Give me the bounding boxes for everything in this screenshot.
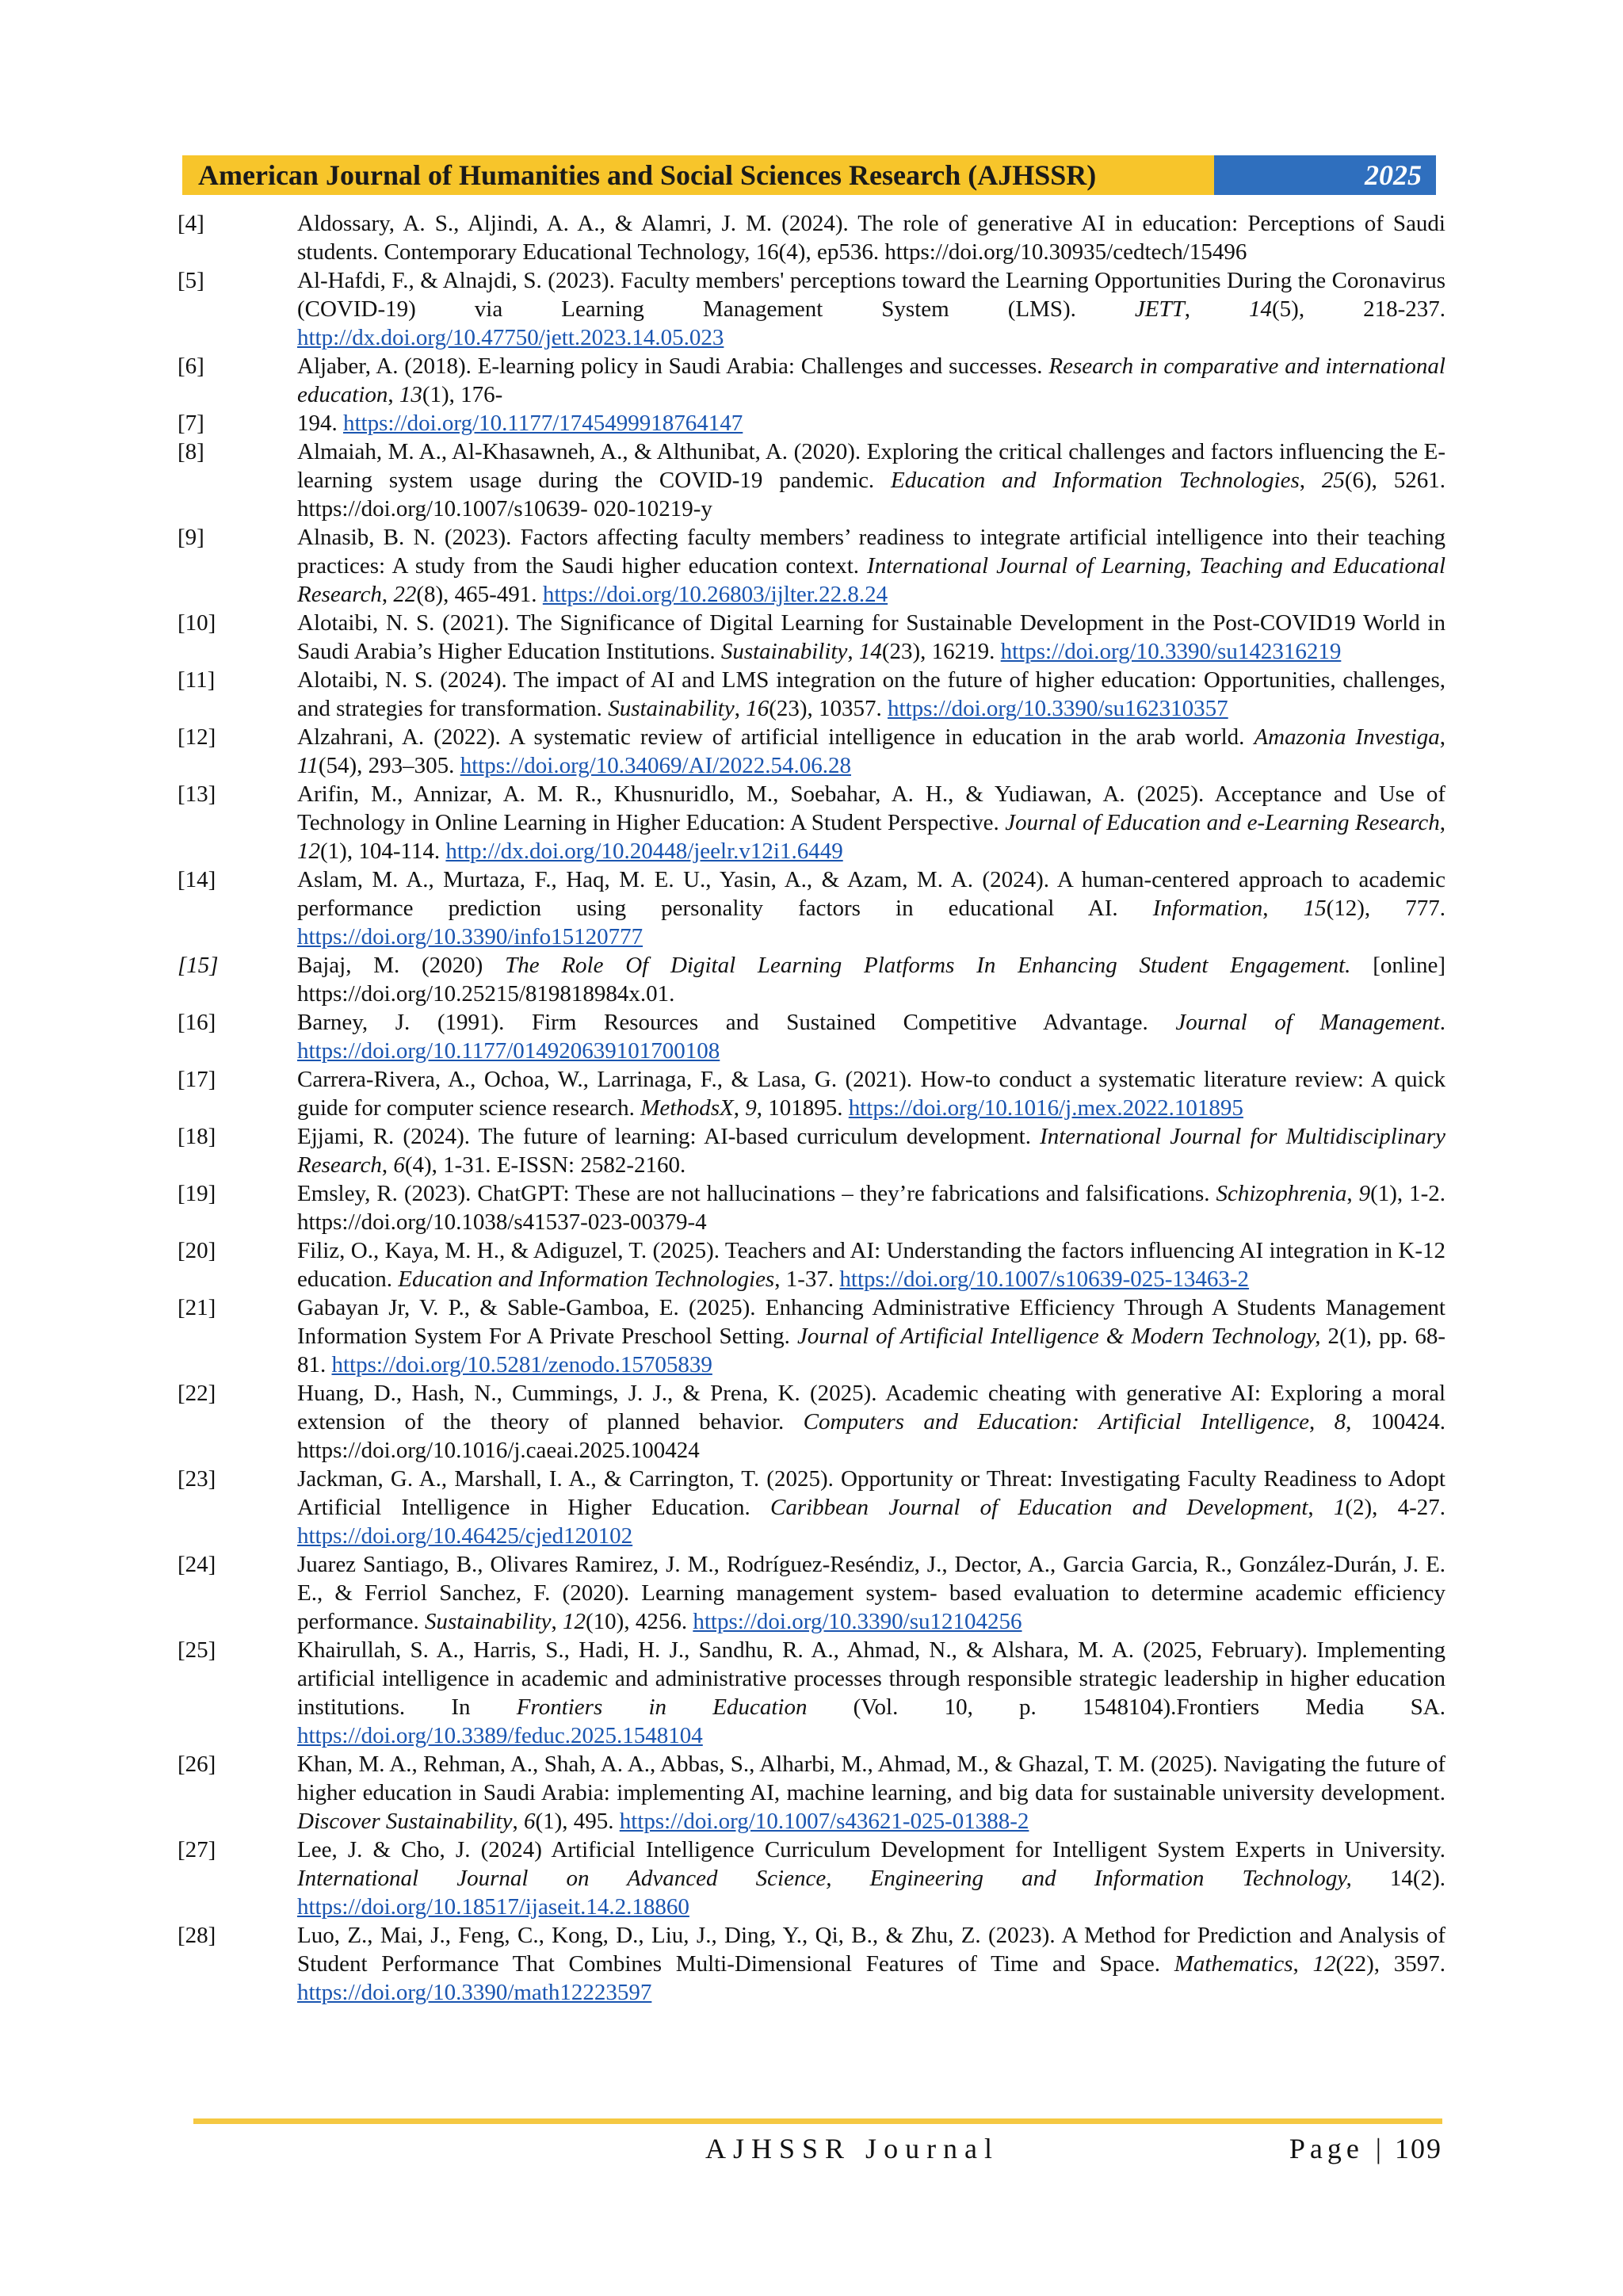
reference-italic-text: Education and Information Technologies [398,1266,775,1292]
reference-text-segment: (22), 3597. [1335,1951,1445,1977]
reference-italic-text: Research in comparative and international education [297,353,1445,407]
reference-text [297,1836,1445,1921]
reference-entry [178,409,1445,437]
reference-text-segment: Al-Hafdi, F., & Alnajdi, S. (2023). Faculty members' perceptions toward the Learning Opportunities During the Coronavirus (COVID-19) via Learning Management System (LMS). [297,268,1445,322]
reference-text-segment: , [512,1809,524,1834]
reference-text-segment: , [1346,1181,1359,1206]
reference-doi-link[interactable]: https://doi.org/10.1177/1745499918764147 [343,411,743,436]
reference-entry [178,723,1445,780]
reference-text [297,437,1445,523]
reference-italic-text: Amazonia Investiga [1254,724,1440,750]
reference-text-segment: (23), 16219. [881,639,1001,664]
reference-entry [178,609,1445,666]
reference-italic-text: JETT [1134,296,1185,322]
reference-number: [12] [178,724,216,750]
reference-text [297,1293,1445,1379]
reference-number: [4] [178,211,204,236]
reference-italic-text: 15 [1303,896,1327,921]
reference-text [297,523,1445,609]
reference-text [297,609,1445,666]
reference-text-segment: (Vol. 10, p. 1548104).Frontiers Media SA. [807,1694,1445,1720]
reference-text-segment: , [551,1609,563,1634]
reference-italic-text: 14 [1249,296,1273,322]
reference-number: [26] [178,1752,216,1777]
reference-text-segment: , 101895. [756,1095,849,1121]
reference-text-segment: Huang, D., Hash, N., Cummings, J. J., & Prena, K. (2025). Academic cheating with generative AI: Exploring a moral extension of the theory of planned behavior. [297,1381,1445,1435]
reference-number: [10] [178,610,216,636]
reference-text [297,1236,1445,1293]
reference-entry [178,1122,1445,1179]
reference-text-segment: 14(2). [1351,1866,1445,1891]
reference-italic-text: 1 [1333,1495,1346,1520]
reference-number: [23] [178,1466,216,1492]
reference-doi-link[interactable]: https://doi.org/10.46425/cjed120102 [297,1523,633,1549]
reference-text [297,1636,1445,1750]
reference-text [297,266,1445,352]
reference-italic-text: 8 [1334,1409,1346,1435]
publication-year: 2025 [1214,155,1436,195]
reference-entry [178,1065,1445,1122]
reference-text-segment: (1), 176- [422,382,503,407]
reference-italic-text: 12 [297,839,320,864]
reference-text-segment: Arifin, M., Annizar, A. M. R., Khusnuridlo, M., Soebahar, A. H., & Yudiawan, A. (2025). Acceptance and Use of Technology in Online Learning in Higher Education: A Student Perspective. [297,781,1445,835]
reference-doi-link[interactable]: https://doi.org/10.1007/s10639-025-13463-2 [839,1266,1250,1292]
reference-text-segment: (1), 1-2. https://doi.org/10.1038/s41537-023-00379-4 [297,1181,1445,1235]
reference-text-segment: , 1-37. [774,1266,840,1292]
reference-text [297,865,1445,951]
reference-doi-link[interactable]: https://doi.org/10.34069/AI/2022.54.06.28 [460,753,851,778]
reference-text-segment: , [381,1152,394,1178]
reference-text [297,1750,1445,1836]
reference-italic-text: Sustainability [720,639,848,664]
reference-text-segment: [online] https://doi.org/10.25215/819818984x.01. [297,953,1445,1007]
reference-entry [178,1836,1445,1921]
reference-number: [17] [178,1067,216,1092]
reference-italic-text: Mathematics [1174,1951,1293,1977]
reference-entry [178,1750,1445,1836]
reference-number: [7] [178,411,204,436]
reference-number: [5] [178,268,204,293]
reference-entry [178,1236,1445,1293]
reference-italic-text: International Journal for Multidisciplinary Research [297,1124,1445,1178]
reference-entry [178,666,1445,723]
footer-journal-name: AJHSSR Journal [705,2133,1000,2164]
reference-text-segment: Alzahrani, A. (2022). A systematic review of artificial intelligence in education in the arab world. [297,724,1254,750]
reference-text-segment: Ejjami, R. (2024). The future of learning: AI-based curriculum development. [297,1124,1041,1149]
reference-entry [178,951,1445,1008]
reference-text-segment: , [1439,810,1445,835]
reference-entry [178,209,1445,266]
reference-text-segment: , [733,1095,746,1121]
reference-italic-text: The Role Of Digital Learning Platforms In Enhancing Student Engagement. [505,953,1351,978]
reference-list [178,209,1445,2007]
reference-text-segment: (1), 104-114. [320,839,446,864]
reference-italic-text: 14 [858,639,882,664]
reference-number: [18] [178,1124,216,1149]
reference-doi-link[interactable]: https://doi.org/10.3390/math12223597 [297,1980,652,2005]
reference-doi-link[interactable]: https://doi.org/10.1016/j.mex.2022.101895 [848,1095,1243,1121]
reference-text-segment: Luo, Z., Mai, J., Feng, C., Kong, D., Liu, J., Ding, Y., Qi, B., & Zhu, Z. (2023). A Method for Prediction and Analysis of Student Performance That Combines Multi-Dimensional Features of Time and Space. [297,1923,1445,1977]
reference-text-segment: Aljaber, A. (2018). E-learning policy in Saudi Arabia: Challenges and successes. [297,353,1049,379]
reference-italic-text: Journal of Education and e-Learning Research [1005,810,1440,835]
reference-text-segment: 194. [297,411,343,436]
reference-text [297,1008,1445,1065]
reference-number: [15] [178,953,219,978]
reference-text-segment: , [1308,1495,1334,1520]
reference-text-segment: (8), 465-491. [416,582,543,607]
reference-italic-text: Information [1152,896,1263,921]
reference-text-segment: Aslam, M. A., Murtaza, F., Haq, M. E. U., Yasin, A., & Azam, M. A. (2024). A human-centered approach to academic performance prediction using personality factors in educational AI. [297,867,1445,921]
reference-text-segment: (1), 495. [535,1809,620,1834]
journal-header-bar [182,155,1436,195]
reference-entry [178,1179,1445,1236]
reference-doi-link[interactable]: https://doi.org/10.3390/su142316219 [1000,639,1342,664]
reference-italic-text: Frontiers in Education [516,1694,808,1720]
reference-italic-text: Journal of Artificial Intelligence & Modern Technology, [796,1324,1321,1349]
reference-doi-link[interactable]: https://doi.org/10.1007/s43621-025-01388-2 [619,1809,1029,1834]
footer-rule [193,2118,1442,2124]
reference-text-segment: Aldossary, A. S., Aljindi, A. A., & Alamri, J. M. (2024). The role of generative AI in education: Perceptions of Saudi students. Contemporary Educational Technology, 16(4), ep536. https://doi.org/10.30935/cedtech/15496 [297,211,1445,265]
reference-doi-link[interactable]: https://doi.org/10.3389/feduc.2025.1548104 [297,1723,703,1748]
reference-text-segment: 2(1), pp. 68-81. [297,1324,1445,1377]
reference-entry [178,1550,1445,1636]
reference-text-segment: Alotaibi, N. S. (2021). The Significance of Digital Learning for Sustainable Development in the Post-COVID19 World in Saudi Arabia’s Higher Education Institutions. [297,610,1445,664]
reference-text [297,209,1445,266]
reference-entry [178,266,1445,352]
reference-italic-text: 12 [563,1609,586,1634]
reference-number: [6] [178,353,204,379]
page-number: 109 [1395,2133,1442,2164]
reference-text [297,352,1445,409]
reference-text [297,1921,1445,2007]
reference-entry [178,1636,1445,1750]
reference-doi-link[interactable]: https://doi.org/10.3390/info15120777 [297,924,643,949]
reference-number: [25] [178,1637,216,1663]
reference-text-segment: Filiz, O., Kaya, M. H., & Adiguzel, T. (2025). Teachers and AI: Understanding the factors influencing AI integration in K-12 education. [297,1238,1445,1292]
reference-italic-text: 6 [523,1809,536,1834]
reference-entry [178,1921,1445,2007]
reference-text-segment: (2), 4-27. [1345,1495,1445,1520]
reference-text-segment: (12), 777. [1326,896,1445,921]
reference-doi-link[interactable]: https://doi.org/10.3390/su162310357 [888,696,1228,721]
reference-number: [28] [178,1923,216,1948]
reference-text-segment: (4), 1-31. E-ISSN: 2582-2160. [404,1152,686,1178]
reference-text-segment: Alnasib, B. N. (2023). Factors affecting faculty members’ readiness to integrate artificial intelligence into their teaching practices: A study from the Saudi higher education context. [297,525,1445,579]
page-label: Page | [1289,2133,1386,2164]
reference-entry [178,865,1445,951]
reference-text-segment: Bajaj, M. (2020) [297,953,506,978]
reference-italic-text: 6 [393,1152,405,1178]
reference-entry [178,352,1445,409]
reference-entry [178,1293,1445,1379]
reference-text-segment: Jackman, G. A., Marshall, I. A., & Carrington, T. (2025). Opportunity or Threat: Investigating Faculty Readiness to Adopt Artificial Intelligence in Higher Education. [297,1466,1445,1520]
reference-text-segment: Alotaibi, N. S. (2024). The impact of AI and LMS integration on the future of higher education: Opportunities, challenges, and strategies for transformation. [297,667,1445,721]
reference-text [297,1465,1445,1550]
reference-text-segment: (23), 10357. [769,696,888,721]
reference-text-segment: (54), 293–305. [318,753,460,778]
reference-italic-text: 25 [1321,468,1345,493]
reference-text-segment: (10), 4256. [586,1609,693,1634]
reference-italic-text: Education and Information Technologies [891,468,1300,493]
reference-entry [178,523,1445,609]
reference-italic-text: 11 [297,753,319,778]
reference-text-segment: , [1299,468,1322,493]
reference-doi-link[interactable]: https://doi.org/10.1177/014920639101700108 [297,1038,720,1064]
reference-italic-text: 9 [745,1095,757,1121]
reference-italic-text: Sustainability [608,696,735,721]
reference-text-segment: , [388,382,399,407]
reference-italic-text: 16 [746,696,769,721]
reference-text-segment: Emsley, R. (2023). ChatGPT: These are not hallucinations – they’re fabrications and falsifications. [297,1181,1216,1206]
reference-text [297,1379,1445,1465]
reference-text-segment: Gabayan Jr, V. P., & Sable-Gamboa, E. (2025). Enhancing Administrative Efficiency Through A Students Management Information System For A Private Preschool Setting. [297,1295,1445,1349]
reference-number: [22] [178,1381,216,1406]
reference-italic-text: International Journal on Advanced Science, Engineering and Information Technology, [297,1866,1352,1891]
reference-number: [8] [178,439,204,464]
reference-text-segment: , [734,696,747,721]
reference-text-segment: , [1184,296,1250,322]
reference-entry [178,780,1445,865]
reference-italic-text: Schizophrenia [1216,1181,1347,1206]
reference-entry [178,1008,1445,1065]
reference-text-segment: Barney, J. (1991). Firm Resources and Sustained Competitive Advantage. [297,1010,1176,1035]
reference-doi-link[interactable]: https://doi.org/10.26803/ijlter.22.8.24 [542,582,888,607]
reference-doi-link[interactable]: https://doi.org/10.18517/ijaseit.14.2.18860 [297,1894,689,1920]
reference-doi-link[interactable]: https://doi.org/10.5281/zenodo.15705839 [331,1352,712,1377]
reference-number: [19] [178,1181,216,1206]
reference-number: [13] [178,781,216,807]
reference-number: [16] [178,1010,216,1035]
reference-doi-link[interactable]: http://dx.doi.org/10.20448/jeelr.v12i1.6449 [445,839,843,864]
reference-text-segment: (6), 5261. https://doi.org/10.1007/s10639- 020-10219-y [297,468,1445,521]
reference-text-segment: , [381,582,394,607]
reference-text [297,1122,1445,1179]
reference-entry [178,437,1445,523]
reference-text [297,1065,1445,1122]
reference-text-segment: Lee, J. & Cho, J. (2024) Artificial Intelligence Curriculum Development for Intelligent System Experts in University. [297,1837,1445,1862]
reference-italic-text: Journal of Management [1175,1010,1440,1035]
reference-number: [27] [178,1837,216,1862]
reference-text-segment: Juarez Santiago, B., Olivares Ramirez, J. M., Rodríguez-Reséndiz, J., Dector, A., Garcia Garcia, R., González-Durán, J. E. E., & Ferriol Sanchez, F. (2020). Learning management system- based evaluation to determine academic efficiency performance. [297,1552,1445,1634]
reference-entry [178,1379,1445,1465]
reference-number: [20] [178,1238,216,1263]
reference-text [297,951,1445,1008]
reference-text-segment: Khairullah, S. A., Harris, S., Hadi, H. J., Sandhu, R. A., Ahmad, N., & Alshara, M. A. (2025, February). Implementing artificial intelligence in academic and administrative processes through responsible strategic leadership in higher education institutions. In [297,1637,1445,1720]
reference-number: [21] [178,1295,216,1320]
reference-italic-text: International Journal of Learning, Teaching and Educational Research [297,553,1445,607]
reference-italic-text: 22 [393,582,417,607]
reference-text-segment: , 100424. https://doi.org/10.1016/j.caeai.2025.100424 [297,1409,1446,1463]
reference-number: [11] [178,667,216,693]
reference-text-segment: Carrera-Rivera, A., Ochoa, W., Larrinaga, F., & Lasa, G. (2021). How-to conduct a systematic literature review: A quick guide for computer science research. [297,1067,1445,1121]
reference-text [297,723,1445,780]
reference-entry [178,1465,1445,1550]
reference-text-segment: . [1439,1010,1446,1035]
reference-text [297,409,1445,437]
reference-number: [14] [178,867,216,892]
reference-doi-link[interactable]: http://dx.doi.org/10.47750/jett.2023.14.05.023 [297,325,724,350]
reference-italic-text: Sustainability [425,1609,552,1634]
reference-text-segment: Almaiah, M. A., Al-Khasawneh, A., & Althunibat, A. (2020). Exploring the critical challenges and factors influencing the E-learning system usage during the COVID-19 pandemic. [297,439,1445,493]
journal-title: American Journal of Humanities and Social Sciences Research (AJHSSR) [182,155,1214,195]
reference-text-segment: , [1262,896,1304,921]
reference-text-segment: (5), 218-237. [1272,296,1445,322]
reference-text [297,1550,1445,1636]
reference-text-segment: , [1293,1951,1313,1977]
reference-italic-text: Caribbean Journal of Education and Development [769,1495,1308,1520]
reference-text-segment: Khan, M. A., Rehman, A., Shah, A. A., Abbas, S., Alharbi, M., Ahmad, M., & Ghazal, T. M. (2025). Navigating the future of higher education in Saudi Arabia: implementing AI, machine learning, and big data for sustainable university development. [297,1752,1445,1805]
reference-text-segment: , [847,639,859,664]
reference-italic-text: 9 [1358,1181,1371,1206]
reference-text-segment: , [1308,1409,1335,1435]
reference-italic-text: 12 [1312,1951,1336,1977]
reference-italic-text: 13 [399,382,422,407]
reference-doi-link[interactable]: https://doi.org/10.3390/su12104256 [693,1609,1022,1634]
reference-text [297,780,1445,865]
reference-text-segment: , [1439,724,1445,750]
reference-italic-text: MethodsX [640,1095,734,1121]
reference-text [297,666,1445,723]
reference-number: [9] [178,525,204,550]
reference-italic-text: Computers and Education: Artificial Intelligence [803,1409,1309,1435]
footer-page-indicator [1289,2132,1442,2165]
reference-text [297,1179,1445,1236]
reference-number: [24] [178,1552,216,1577]
reference-italic-text: Discover Sustainability [297,1809,513,1834]
